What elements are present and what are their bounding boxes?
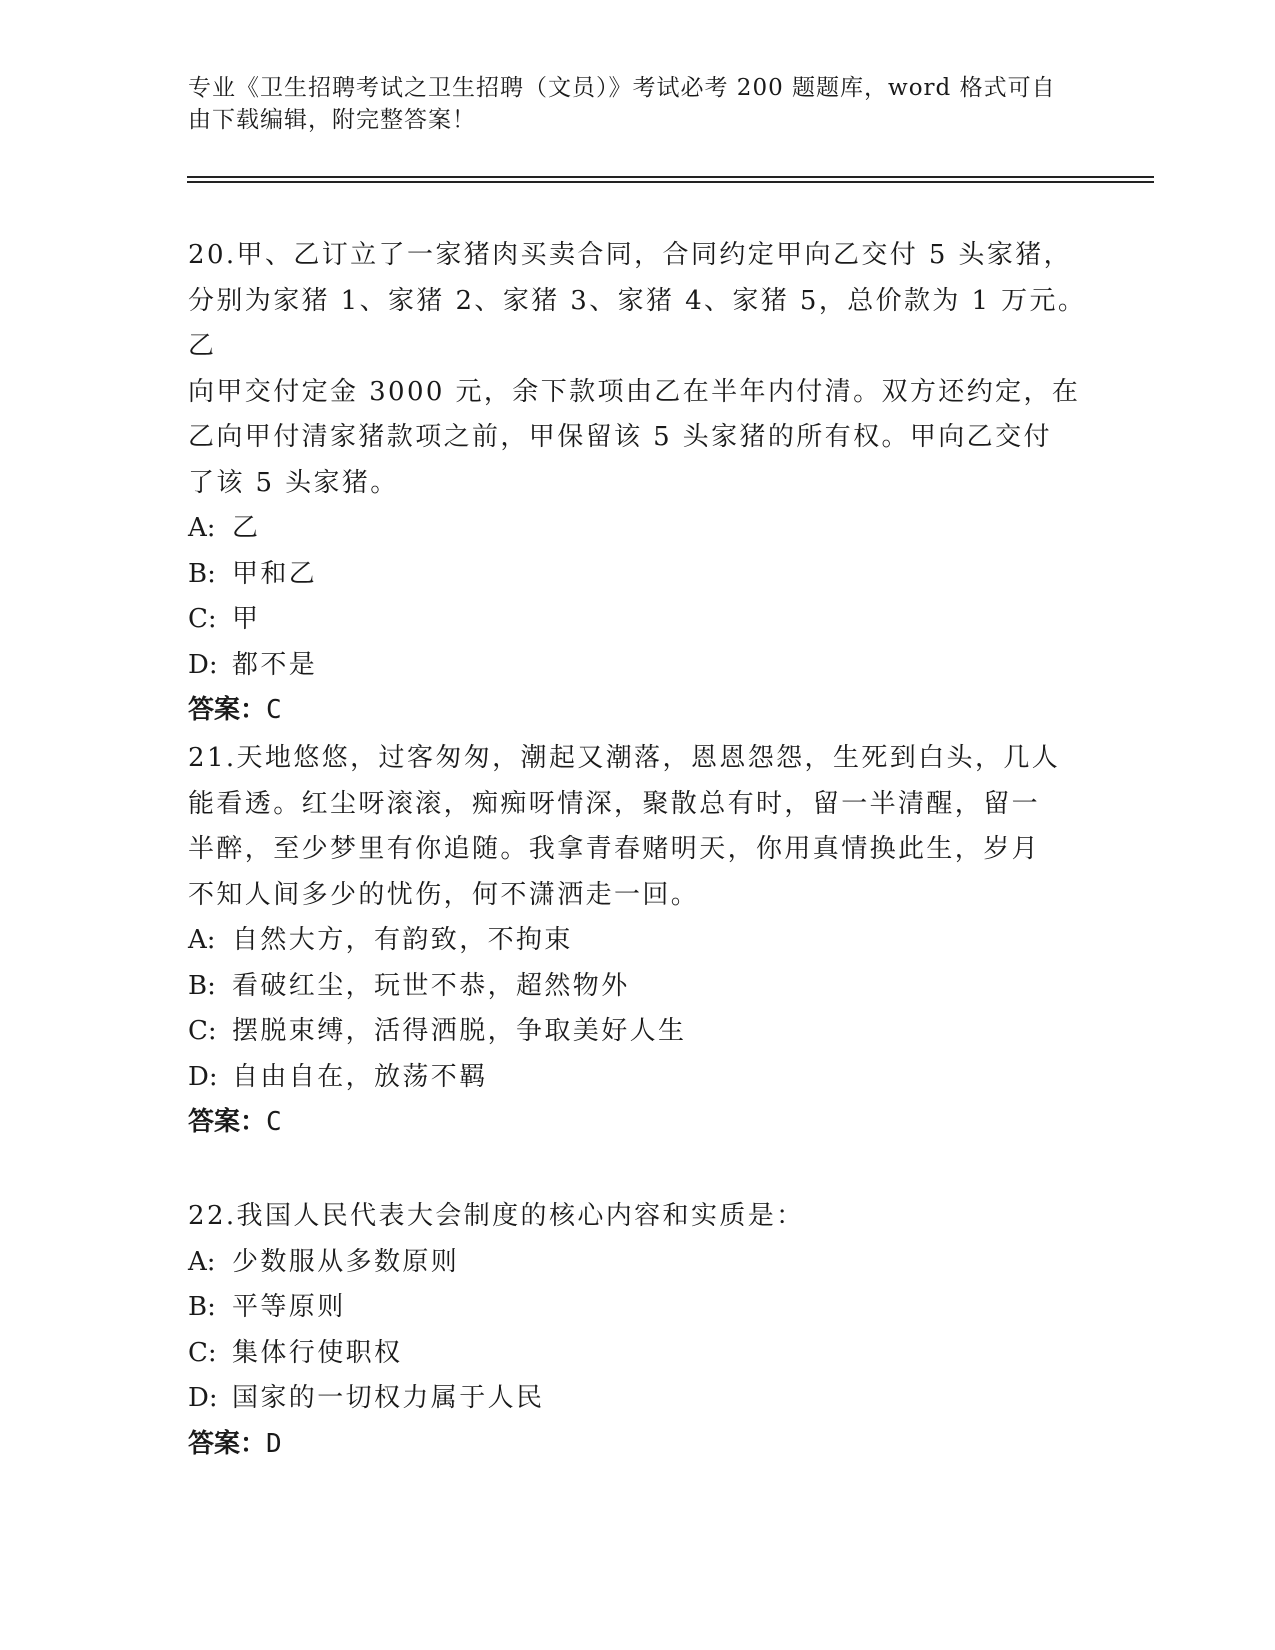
answer-label: 答案： bbox=[188, 695, 267, 725]
option-text: 平等原则 bbox=[232, 1292, 346, 1322]
question-stem-line: 21.天地悠悠，过客匆匆，潮起又潮落，恩恩怨怨，生死到白头，几人 bbox=[188, 743, 1061, 773]
question-stem-line: 不知人间多少的忧伤，何不潇洒走一回。 bbox=[188, 879, 700, 910]
answer-value: D bbox=[266, 1428, 282, 1459]
header-divider-bottom bbox=[187, 181, 1154, 183]
question-stem-line: 半醉，至少梦里有你追随。我拿青春赌明天，你用真情换此生，岁月 bbox=[188, 834, 1041, 864]
question-stem-line: 了该 5 头家猪。 bbox=[188, 467, 399, 498]
answer-value: C bbox=[266, 695, 282, 725]
option-b bbox=[188, 1285, 1088, 1331]
question-stem-line: 能看透。红尘呀滚滚，痴痴呀情深，聚散总有时，留一半清醒，留一 bbox=[188, 788, 1041, 819]
option-text: 甲 bbox=[232, 604, 261, 634]
option-letter: B: bbox=[188, 558, 216, 589]
header-line-1: 专业《卫生招聘考试之卫生招聘（文员）》考试必考 200 题题库，word 格式可自 bbox=[188, 75, 1056, 101]
question-stem-line: 20.甲、乙订立了一家猪肉买卖合同，合同约定甲向乙交付 5 头家猪， bbox=[188, 240, 1073, 270]
option-a bbox=[188, 918, 1088, 964]
option-letter: D: bbox=[188, 649, 218, 680]
question-20 bbox=[188, 233, 1088, 734]
answer-value: C bbox=[266, 1107, 282, 1137]
option-c bbox=[188, 1331, 1088, 1377]
answer-line bbox=[188, 1100, 1088, 1146]
question-stem-line: 22.我国人民代表大会制度的核心内容和实质是： bbox=[188, 1201, 805, 1231]
question-stem-line: 分别为家猪 1、家猪 2、家猪 3、家猪 4、家猪 5，总价款为 1 万元。乙 bbox=[188, 285, 1087, 361]
option-text: 少数服从多数原则 bbox=[232, 1246, 460, 1277]
option-letter: C: bbox=[188, 1016, 217, 1046]
option-letter: A: bbox=[188, 925, 216, 955]
question-stem-line: 乙向甲付清家猪款项之前，甲保留该 5 头家猪的所有权。甲向乙交付 bbox=[188, 422, 1052, 452]
option-text: 乙 bbox=[232, 513, 261, 543]
question-stem-line: 向甲交付定金 3000 元，余下款项由乙在半年内付清。双方还约定，在 bbox=[188, 376, 1081, 407]
option-d bbox=[188, 1055, 1088, 1101]
option-text: 自然大方，有韵致，不拘束 bbox=[232, 925, 573, 955]
option-a bbox=[188, 506, 1088, 552]
answer-label: 答案： bbox=[188, 1107, 267, 1137]
option-b bbox=[188, 964, 1088, 1010]
option-text: 摆脱束缚，活得洒脱，争取美好人生 bbox=[232, 1016, 687, 1046]
option-c bbox=[188, 1009, 1088, 1055]
header-line-2: 由下载编辑，附完整答案！ bbox=[188, 107, 476, 133]
option-text: 都不是 bbox=[232, 649, 318, 680]
option-letter: B: bbox=[188, 1292, 216, 1322]
option-text: 国家的一切权力属于人民 bbox=[232, 1383, 545, 1413]
option-letter: C: bbox=[188, 1337, 217, 1368]
answer-label: 答案： bbox=[188, 1428, 267, 1459]
option-letter: C: bbox=[188, 604, 217, 634]
header-divider-top bbox=[187, 176, 1154, 178]
option-letter: A: bbox=[188, 513, 216, 543]
option-a bbox=[188, 1240, 1088, 1286]
document-header bbox=[188, 72, 1088, 136]
option-d bbox=[188, 643, 1088, 689]
option-text: 看破红尘，玩世不恭，超然物外 bbox=[232, 970, 630, 1001]
answer-line bbox=[188, 1422, 1088, 1468]
option-d bbox=[188, 1376, 1088, 1422]
question-22 bbox=[188, 1194, 1088, 1467]
option-letter: D: bbox=[188, 1061, 218, 1092]
answer-line bbox=[188, 688, 1088, 734]
option-text: 甲和乙 bbox=[232, 558, 318, 589]
option-letter: B: bbox=[188, 970, 216, 1001]
option-c bbox=[188, 597, 1088, 643]
question-21 bbox=[188, 736, 1088, 1146]
option-letter: D: bbox=[188, 1383, 218, 1413]
option-text: 自由自在，放荡不羁 bbox=[232, 1061, 488, 1092]
option-letter: A: bbox=[188, 1246, 216, 1277]
option-text: 集体行使职权 bbox=[232, 1337, 403, 1368]
option-b bbox=[188, 552, 1088, 598]
